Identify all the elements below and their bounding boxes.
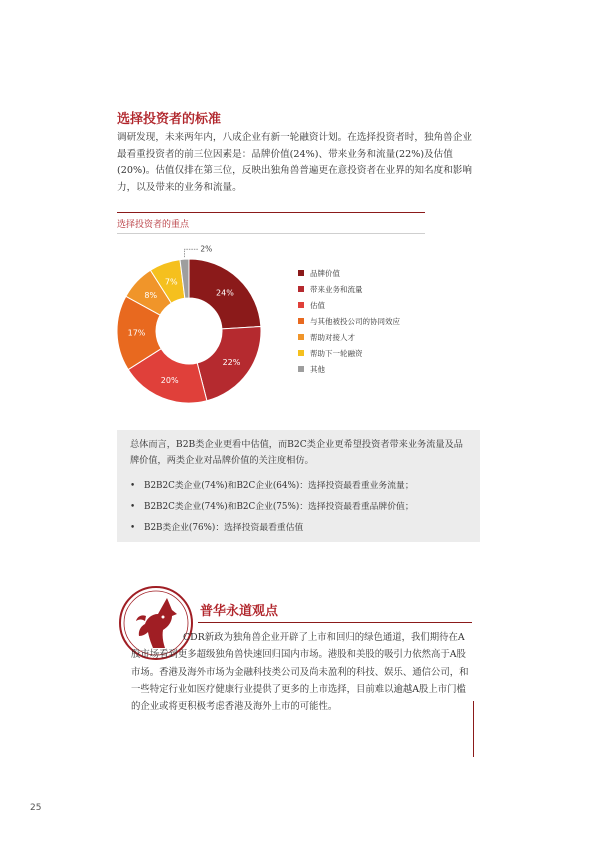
legend-label: 与其他被投公司的协同效应 — [310, 316, 400, 326]
legend-swatch — [298, 286, 304, 292]
legend-label: 品牌价值 — [310, 268, 340, 278]
data-label: 20% — [160, 375, 179, 385]
bullet-dot-icon: • — [130, 481, 136, 491]
donut-chart — [115, 236, 295, 406]
chart-bottom-rule — [117, 233, 425, 234]
summary-bullet: • B2B2C类企业(74%)和B2C企业(75%)：选择投资最看重品牌价值； — [130, 497, 414, 518]
bullet-dot-icon: • — [130, 502, 136, 512]
legend-swatch — [298, 302, 304, 308]
viewpoint-title: 普华永道观点 — [200, 604, 279, 619]
legend-item — [298, 361, 400, 377]
data-label: 22% — [222, 357, 241, 367]
section-title: 选择投资者的标准 — [117, 112, 222, 127]
legend-item — [298, 329, 400, 345]
legend-label: 帮助下一轮融资 — [310, 348, 363, 358]
data-label: 2% — [200, 244, 213, 254]
data-label: 24% — [216, 288, 234, 298]
summary-text: 总体而言，B2B类企业更看中估值，而B2C类企业更希望投资者带来业务流量及品牌价值，两类企业对品牌价值的关注度相仿。 — [130, 439, 463, 466]
legend-item — [298, 345, 400, 361]
legend-label: 其他 — [310, 364, 325, 374]
summary-bullets — [130, 476, 414, 539]
summary-bullet: • B2B2C类企业(74%)和B2C企业(64%)：选择投资最看重业务流量； — [130, 476, 414, 497]
chart-legend — [298, 265, 400, 377]
chart-title: 选择投资者的重点 — [117, 220, 190, 230]
data-label: 7% — [164, 277, 178, 287]
legend-swatch — [298, 334, 304, 340]
viewpoint-accent-line — [473, 701, 474, 757]
legend-swatch — [298, 366, 304, 372]
chart-top-rule — [117, 212, 425, 213]
data-label: 17% — [127, 328, 146, 338]
summary-box — [117, 430, 480, 542]
legend-item — [298, 313, 400, 329]
page-number: 25 — [30, 803, 42, 813]
legend-label: 帮助对接人才 — [310, 332, 355, 342]
legend-item — [298, 281, 400, 297]
legend-item — [298, 297, 400, 313]
viewpoint-text: CDR新政为独角兽企业开辟了上市和回归的绿色通道，我们期待在A股市场看到更多超级独角兽快速回归国内市场。港股和美股的吸引力依然高于A股市场。香港及海外市场为金融科技类公司及尚未盈利的科技、娱乐、通信公司，和一些特定行业如医疗健康行业提供了更多的上市选择，目前难以逾越A股上市门槛的企业或将更积极考虑香港及海外上市的可能性。 — [131, 632, 469, 713]
intro-paragraph: 调研发现，未来两年内，八成企业有新一轮融资计划。在选择投资者时，独角兽企业最看重投资者的前三位因素是：品牌价值(24%)、带来业务和流量(22%)及估值(20%)。估值仅排在第三位，反映出独角兽普遍更在意投资者在业界的知名度和影响力，以及带来的业务和流量。 — [117, 132, 472, 193]
legend-swatch — [298, 318, 304, 324]
summary-bullet: • B2B类企业(76%)：选择投资最看重估值 — [130, 518, 414, 539]
bullet-dot-icon: • — [130, 523, 136, 533]
label-leader-line — [184, 249, 198, 257]
legend-label: 带来业务和流量 — [310, 284, 363, 294]
legend-item — [298, 265, 400, 281]
data-label: 8% — [144, 291, 158, 301]
viewpoint-rule — [198, 622, 472, 623]
legend-swatch — [298, 350, 304, 356]
legend-label: 估值 — [310, 300, 325, 310]
legend-swatch — [298, 270, 304, 276]
